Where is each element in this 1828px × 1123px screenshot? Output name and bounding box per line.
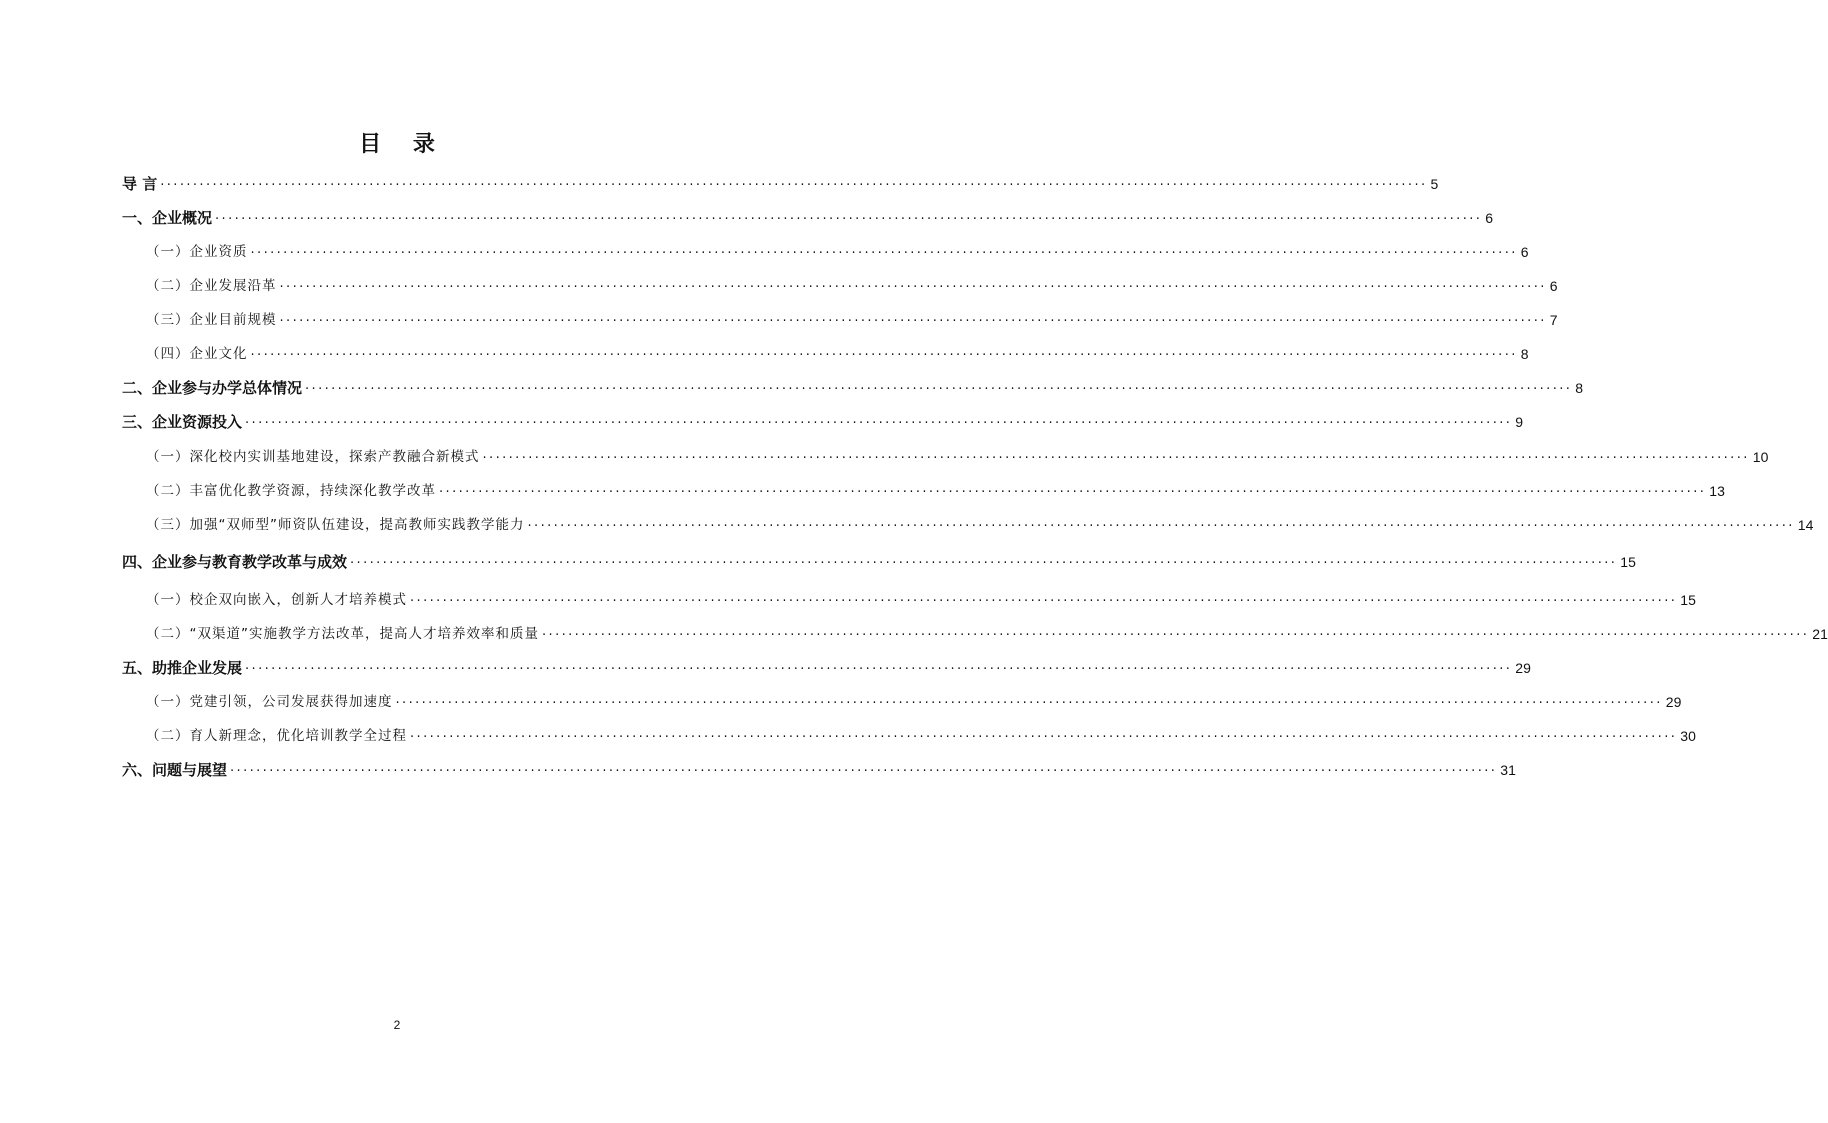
toc-entry-page: 29 <box>1515 660 1531 676</box>
toc-entry-section-4-1[interactable] <box>122 586 1696 612</box>
toc-dot-leader: .................................................................................................................................................................................................. <box>279 310 1547 325</box>
toc-entry-label: 三、企业资源投入 <box>122 413 243 431</box>
toc-entry-section-3[interactable] <box>122 408 1524 434</box>
toc-entry-section-6[interactable] <box>122 756 1516 782</box>
toc-dot-leader: .................................................................................................................................................................................................. <box>395 692 1663 707</box>
toc-dot-leader: .................................................................................................................................................................................................. <box>410 726 1678 741</box>
toc-entry-label: 一、企业概况 <box>122 209 213 227</box>
toc-entry-section-5[interactable] <box>122 654 1531 680</box>
toc-entry-page: 5 <box>1430 176 1439 192</box>
toc-entry-label: 二、企业参与办学总体情况 <box>122 379 303 397</box>
toc-entry-page: 15 <box>1680 592 1696 608</box>
toc-dot-leader: .................................................................................................................................................................................................. <box>305 378 1573 393</box>
toc-entry-section-1-2[interactable] <box>122 272 1558 298</box>
toc-entry-page: 31 <box>1500 762 1516 778</box>
toc-entry-page: 6 <box>1549 278 1558 294</box>
toc-dot-leader: .................................................................................................................................................................................................. <box>230 760 1498 775</box>
toc-entry-label: （四）企业文化 <box>146 346 248 362</box>
toc-entry-label: （一）党建引领，公司发展获得加速度 <box>146 694 393 710</box>
page-title: 目 录 <box>359 132 447 157</box>
toc-entry-section-2[interactable] <box>122 374 1584 400</box>
toc-entry-section-1[interactable] <box>122 204 1494 230</box>
toc-entry-label: （二）企业发展沿革 <box>146 278 277 294</box>
toc-entry-section-5-1[interactable] <box>122 688 1682 714</box>
toc-dot-leader: .................................................................................................................................................................................................. <box>439 481 1707 496</box>
toc-entry-section-4-2[interactable] <box>122 620 1828 646</box>
toc-entry-section-5-2[interactable] <box>122 722 1696 748</box>
toc-entry-page: 6 <box>1485 210 1494 226</box>
toc-entry-label: 导 言 <box>122 175 158 193</box>
toc-dot-leader: .................................................................................................................................................................................................. <box>250 344 1518 359</box>
toc-entry-label: （一）校企双向嵌入，创新人才培养模式 <box>146 592 407 608</box>
toc-entry-page: 13 <box>1709 483 1725 499</box>
toc-entry-page: 21 <box>1812 626 1828 642</box>
toc-dot-leader: .................................................................................................................................................................................................. <box>160 174 1428 189</box>
toc-dot-leader: .................................................................................................................................................................................................. <box>279 276 1547 291</box>
toc-entry-page: 10 <box>1752 449 1769 465</box>
toc-entry-intro[interactable] <box>122 170 1439 196</box>
toc-entry-page: 7 <box>1549 312 1558 328</box>
toc-entry-label: 五、助推企业发展 <box>122 659 243 677</box>
toc-dot-leader: .................................................................................................................................................................................................. <box>527 515 1795 530</box>
toc-dot-leader: .................................................................................................................................................................................................. <box>482 447 1750 462</box>
toc-entry-label: （一）深化校内实训基地建设，探索产教融合新模式 <box>146 449 480 465</box>
toc-entry-section-3-3[interactable] <box>122 511 1814 537</box>
toc-dot-leader: .................................................................................................................................................................................................. <box>410 590 1678 605</box>
page-number: 2 <box>393 1018 401 1032</box>
toc-entry-section-1-3[interactable] <box>122 306 1558 332</box>
toc-entry-page: 14 <box>1797 517 1814 533</box>
toc-entry-section-3-1[interactable] <box>122 443 1769 469</box>
toc-entry-page: 30 <box>1680 728 1696 744</box>
toc-entry-label: （二）丰富优化教学资源，持续深化教学改革 <box>146 483 436 499</box>
toc-entry-section-1-4[interactable] <box>122 340 1529 366</box>
toc-entry-page: 8 <box>1575 380 1584 396</box>
toc-dot-leader: .................................................................................................................................................................................................. <box>245 658 1513 673</box>
toc-entry-label: 六、问题与展望 <box>122 761 228 779</box>
toc-dot-leader: .................................................................................................................................................................................................. <box>245 412 1513 427</box>
toc-dot-leader: .................................................................................................................................................................................................. <box>250 242 1518 257</box>
toc-entry-section-4[interactable] <box>122 548 1636 574</box>
toc-entry-label: （一）企业资质 <box>146 244 248 260</box>
toc-entry-page: 29 <box>1665 694 1682 710</box>
toc-entry-page: 9 <box>1515 414 1524 430</box>
toc-entry-section-1-1[interactable] <box>122 238 1529 264</box>
toc-entry-label: （三）企业目前规模 <box>146 312 277 328</box>
toc-entry-page: 15 <box>1620 554 1636 570</box>
toc-dot-leader: .................................................................................................................................................................................................. <box>542 624 1810 639</box>
toc-entry-label: （二）育人新理念，优化培训教学全过程 <box>146 728 407 744</box>
toc-entry-label: 四、企业参与教育教学改革与成效 <box>122 553 348 571</box>
toc-entry-section-3-2[interactable] <box>122 477 1725 503</box>
toc-entry-label: （二）“双渠道”实施教学方法改革，提高人才培养效率和质量 <box>146 626 539 642</box>
toc-dot-leader: .................................................................................................................................................................................................. <box>350 552 1618 567</box>
toc-entry-label: （三）加强“双师型”师资队伍建设，提高教师实践教学能力 <box>146 517 525 533</box>
toc-entry-page: 6 <box>1520 244 1529 260</box>
toc-entry-page: 8 <box>1520 346 1529 362</box>
toc-dot-leader: .................................................................................................................................................................................................. <box>215 208 1483 223</box>
